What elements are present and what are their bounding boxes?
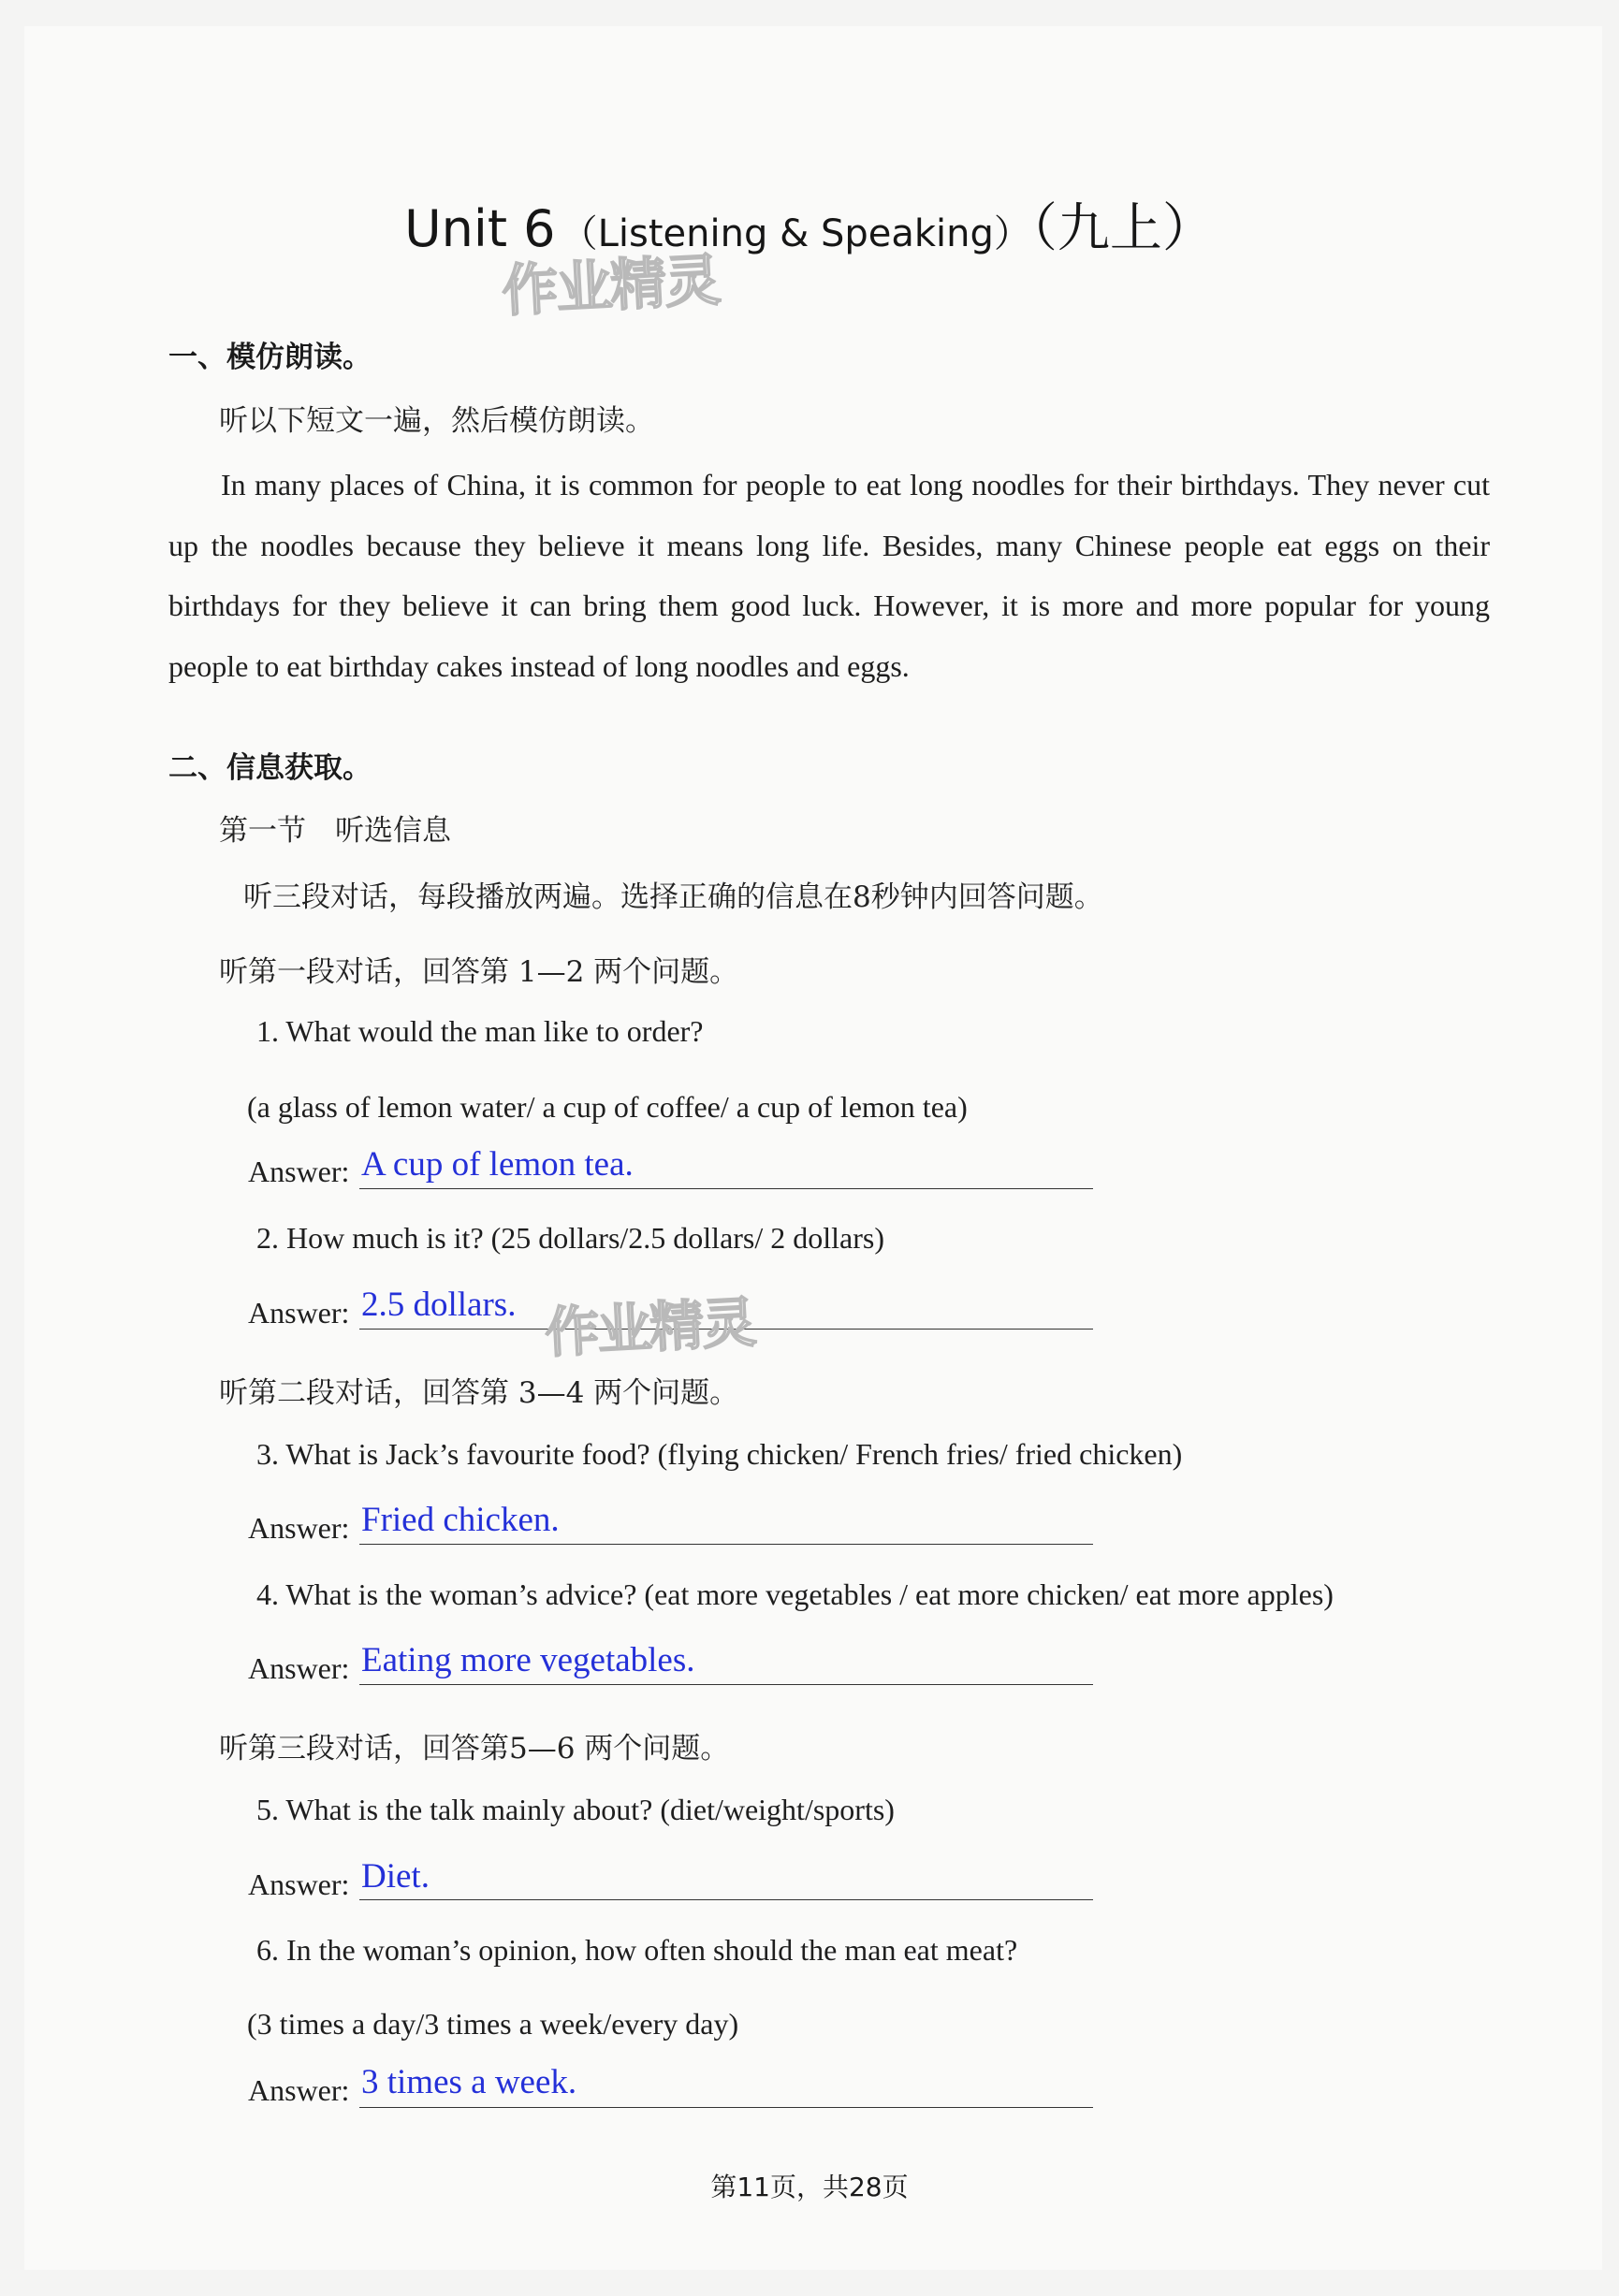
answer-6: 3 times a week. bbox=[361, 2063, 577, 2101]
question-4: 4. What is the woman’s advice? (eat more vegetables / eat more chicken/ eat more apples) bbox=[256, 1577, 1334, 1611]
answer-6-line bbox=[359, 2107, 1093, 2108]
answer-label: Answer: bbox=[248, 2073, 350, 2107]
answer-label: Answer: bbox=[248, 1651, 350, 1685]
passage-text: In many places of China, it is common for people to eat long noodles for their birthdays. They never cut up the noodles because they believe it means long life. Besides, many Chinese people eat eggs on their birthdays for they believe it can bring them good luck. However, it is more and more popular for young people to eat birthday cakes instead of long noodles and eggs. bbox=[168, 468, 1490, 684]
answer-4-line bbox=[359, 1684, 1093, 1685]
answer-5: Diet. bbox=[361, 1857, 430, 1896]
answer-label: Answer: bbox=[248, 1155, 350, 1188]
watermark-logo: 作业精灵 bbox=[500, 247, 721, 326]
question-1: 1. What would the man like to order? bbox=[256, 1014, 704, 1048]
question-6-options: (3 times a day/3 times a week/every day) bbox=[247, 2007, 739, 2041]
page-title bbox=[0, 187, 1619, 262]
title-subtitle: （Listening & Speaking） bbox=[560, 212, 1031, 255]
part-title: 第一节 听选信息 bbox=[219, 814, 451, 848]
title-unit: Unit 6 bbox=[404, 199, 556, 258]
question-3: 3. What is Jack’s favourite food? (flying chicken/ French fries/ fried chicken) bbox=[256, 1437, 1183, 1471]
page-number: 第11页，共28页 bbox=[710, 2172, 909, 2202]
answer-label: Answer: bbox=[248, 1296, 350, 1330]
answer-3: Fried chicken. bbox=[361, 1501, 560, 1539]
answer-label: Answer: bbox=[248, 1867, 350, 1901]
answer-label: Answer: bbox=[248, 1511, 350, 1545]
title-grade: （九上） bbox=[1030, 198, 1215, 259]
answer-1-line bbox=[359, 1188, 1093, 1189]
dialogue2-instruction: 听第二段对话，回答第 3—4 两个问题。 bbox=[219, 1376, 739, 1410]
question-5: 5. What is the talk mainly about? (diet/weight/sports) bbox=[256, 1793, 895, 1826]
reading-passage bbox=[168, 455, 1490, 697]
section2-heading: 二、信息获取。 bbox=[168, 751, 372, 785]
section2-instruction: 听三段对话，每段播放两遍。选择正确的信息在8秒钟内回答问题。 bbox=[243, 880, 1103, 914]
answer-1: A cup of lemon tea. bbox=[361, 1145, 634, 1184]
question-1-options: (a glass of lemon water/ a cup of coffee/ a cup of lemon tea) bbox=[247, 1090, 968, 1124]
section1-instruction: 听以下短文一遍，然后模仿朗读。 bbox=[219, 404, 654, 438]
answer-3-line bbox=[359, 1544, 1093, 1545]
dialogue1-instruction: 听第一段对话，回答第 1—2 两个问题。 bbox=[219, 955, 739, 989]
question-2: 2. How much is it? (25 dollars/2.5 dollars/ 2 dollars) bbox=[256, 1221, 885, 1255]
section1-heading: 一、模仿朗读。 bbox=[168, 341, 372, 374]
answer-5-line bbox=[359, 1899, 1093, 1900]
answer-4: Eating more vegetables. bbox=[361, 1641, 695, 1679]
watermark-logo: 作业精灵 bbox=[543, 1290, 756, 1365]
question-6: 6. In the woman’s opinion, how often should the man eat meat? bbox=[256, 1933, 1018, 1967]
dialogue3-instruction: 听第三段对话，回答第5—6 两个问题。 bbox=[219, 1732, 730, 1766]
answer-2: 2.5 dollars. bbox=[361, 1286, 517, 1324]
